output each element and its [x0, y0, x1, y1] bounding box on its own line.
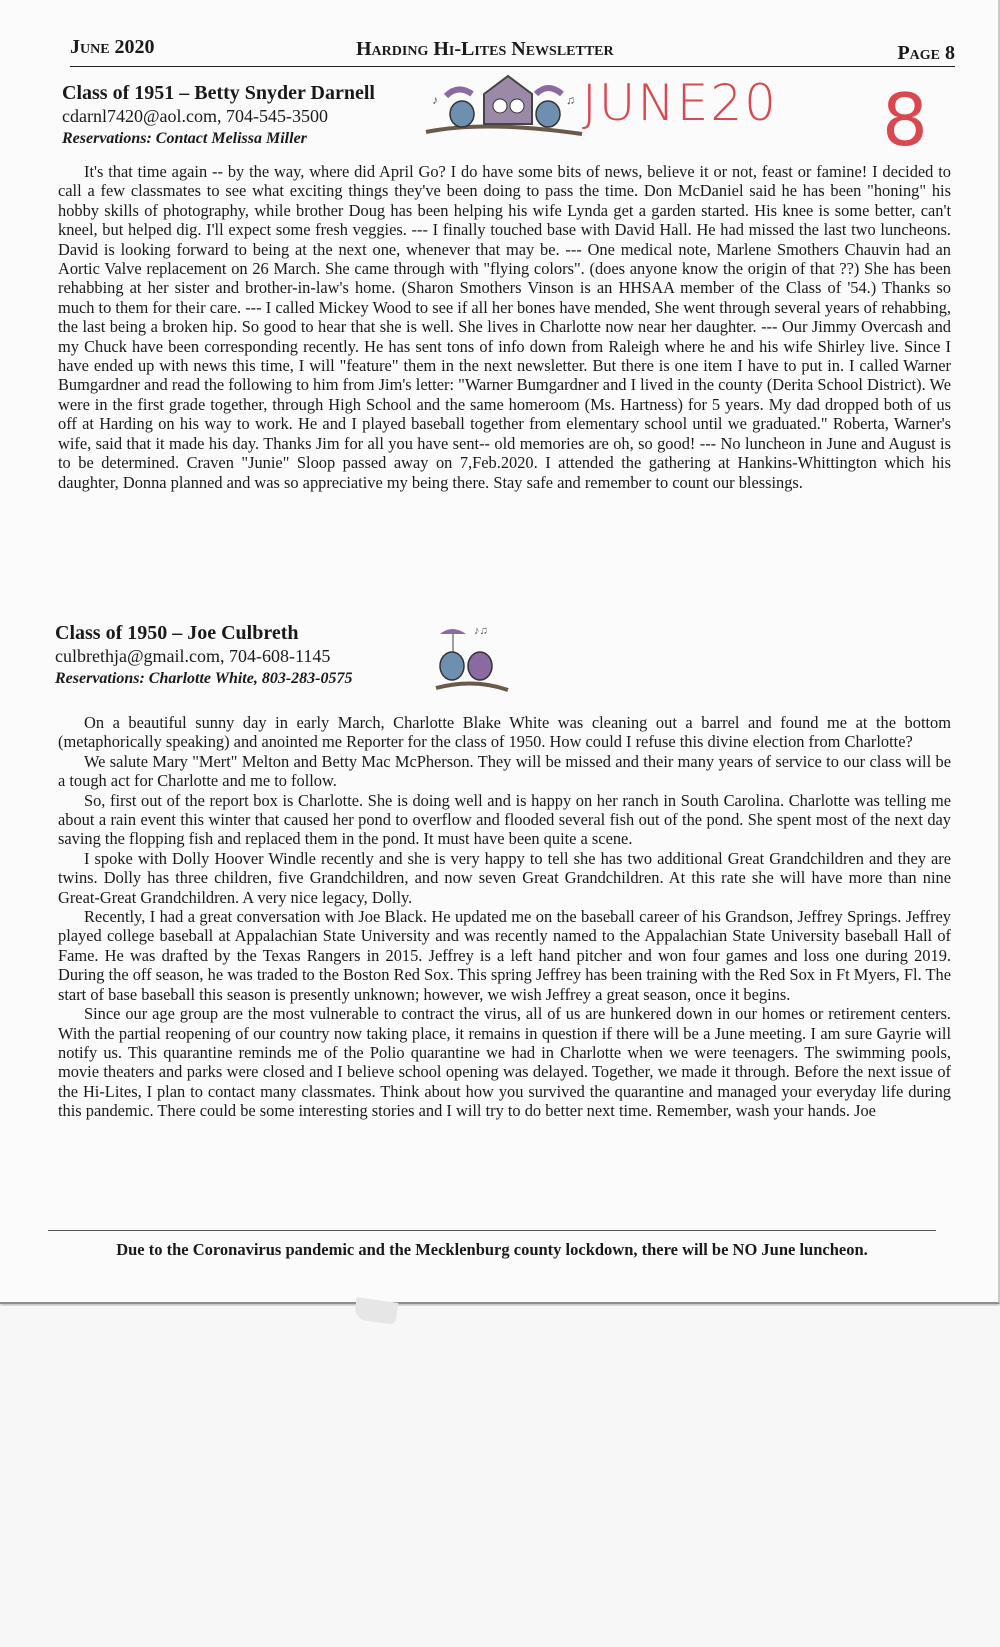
header-page: Page 8	[897, 42, 955, 64]
svg-text:♫: ♫	[566, 93, 575, 107]
handwritten-page-number: 8	[882, 78, 928, 162]
class-1950-paragraph: I spoke with Dolly Hoover Windle recently and she is very happy to tell she has two additional Great Grandchildren and they are twins. Dolly has three children, five Grandchildren, and now seven Great Grandchildren. At this rate she will have more than nine Great-Great Grandchildren. A very nice legacy, Dolly.	[58, 848, 951, 907]
class-1951-contact: cdarnl7420@aol.com, 704-545-3500	[62, 106, 329, 126]
class-1950-paragraph: So, first out of the report box is Charlotte. She is doing well and is happy on her ranch in South Carolina. Charlotte was telling me about a rain event this winter that caused her pond to overflow and flooded several fish out of the pond. She spent most of the next day saving the flopping fish and replaced them in the pond. It must have been quite a scene.	[58, 790, 951, 849]
svg-text:♪: ♪	[432, 93, 438, 107]
birds-umbrella-illustration	[434, 622, 514, 702]
class-1950-reservations: Reservations: Charlotte White, 803-283-0575	[55, 670, 353, 687]
header-title: Harding Hi-Lites Newsletter	[356, 38, 614, 60]
header-date: June 2020	[70, 36, 155, 58]
page-header	[70, 36, 955, 67]
handwritten-date: JUNE20	[582, 74, 778, 132]
class-1950-paragraph: We salute Mary "Mert" Melton and Betty Mac McPherson. They will be missed and their many years of service to our class will be a tough act for Charlotte and me to follow.	[58, 751, 951, 791]
class-1951-title: Class of 1951 – Betty Snyder Darnell	[62, 82, 375, 104]
scan-background	[0, 1306, 1000, 1647]
class-1950-paragraph: On a beautiful sunny day in early March, Charlotte Blake White was cleaning out a barrel and found me at the bottom (metaphorically speaking) and anointed me Reporter for the class of 1950. How could I refuse this divine election from Charlotte?	[58, 713, 951, 752]
class-1950-paragraph: Recently, I had a great conversation with Joe Black. He updated me on the baseball career of his Grandson, Jeffrey Springs. Jeffrey played college baseball at Appalachian State University and was recently named to the Appalachian State University baseball Hall of Fame. He was drafted by the Texas Rangers in 2015. Jeffrey is a left hand pitcher and won four games and loss one during 2019. During the off season, he was traded to the Boston Red Sox. This spring Jeffrey has been training with the Red Sox in Ft Myers, Fl. The start of base baseball this season is presently unknown; however, we wish Jeffrey a great season, once it begins.	[58, 907, 951, 1004]
class-1951-reservations: Reservations: Contact Melissa Miller	[62, 130, 307, 147]
class-1951-paragraph: It's that time again -- by the way, where did April Go? I do have some bits of news, believe it or not, feast or famine! I decided to call a few classmates to see what exciting things they've been doing to pass the time. Don McDaniel said he has been "honing" his hobby skills of photography, while brother Doug has been helping his wife Lynda get a garden started. His knee is some better, can't kneel, but helped dig. I'll expect some fresh veggies. --- I finally touched base with David Hall. He had missed the last two luncheons. David is looking forward to being at the next one, whenever that may be. --- One medical note, Marlene Smothers Chauvin had an Aortic Valve replacement on 26 March. She came through with "flying colors". (does anyone know the origin of that ??) She has been rehabbing at her sister and brother-in-law's home. (Sharon Smothers Vinson is an HHSAA member of the Class of '54.) Thanks so much to them for their care. --- I called Mickey Wood to see if all her bones have mended, She went through several years of rehabbing, the last being a broken hip. So good to hear that she is well. She lives in Charlotte now near her daughter. --- Our Jimmy Overcash and my Chuck have been corresponding recently. He has sent tons of info down from Raleigh where he and his wife Shirley live. Since I have ended up with news this time, I will "feature" them in the next newsletter. But there is one item I have to put in. I called Warner Bumgardner and read the following to him from Jim's letter: "Warner Bumgardner and I lived in the county (Derita School District). We were in the first grade together, through High School and the same homeroom (Ms. Hartness) for 5 years. My dad dropped both of us off at Harding on his way to work. He and I played baseball together from elementary school until we graduated." Roberta, Warner's wife, said that it made his day. Thanks Jim for all you have sent-- old memories are oh, so good! --- No luncheon in June and August is to be determined. Craven "Junie" Sloop passed away on 7,Feb.2020. I attended the gathering at Hankins-Whittington which his daughter, Donna planned and was so appreciative my being there. Stay safe and remember to count our blessings.	[58, 162, 951, 492]
luncheon-notice: Due to the Coronavirus pandemic and the Mecklenburg county lockdown, there will be NO June luncheon.	[116, 1240, 868, 1259]
birds-house-illustration	[424, 74, 584, 142]
class-1951-article	[58, 162, 951, 492]
class-1950-contact: culbrethja@gmail.com, 704-608-1145	[55, 646, 331, 666]
class-1950-paragraph: Since our age group are the most vulnerable to contract the virus, all of us are hunkered down in our homes or retirement centers. With the partial reopening of our country now taking place, it remains in question if there will be a June meeting. I am sure Gayrie will notify us. This quarantine reminds me of the Polio quarantine we had in Charlotte when we were teenagers. The swimming pools, movie theaters and parks were closed and I believe school opening was delayed. Together, we made it through. Before the next issue of the Hi-Lites, I plan to contact many classmates. Think about how you survived the quarantine and managed your everyday life during this pandemic. There could be some interesting stories and I will try to do better next time. Remember, wash your hands. Joe	[58, 1004, 951, 1121]
class-1950-article	[58, 713, 951, 1121]
section-divider	[48, 1230, 936, 1231]
class-1950-title: Class of 1950 – Joe Culbreth	[55, 622, 299, 644]
svg-text:♪♫: ♪♫	[474, 625, 488, 637]
